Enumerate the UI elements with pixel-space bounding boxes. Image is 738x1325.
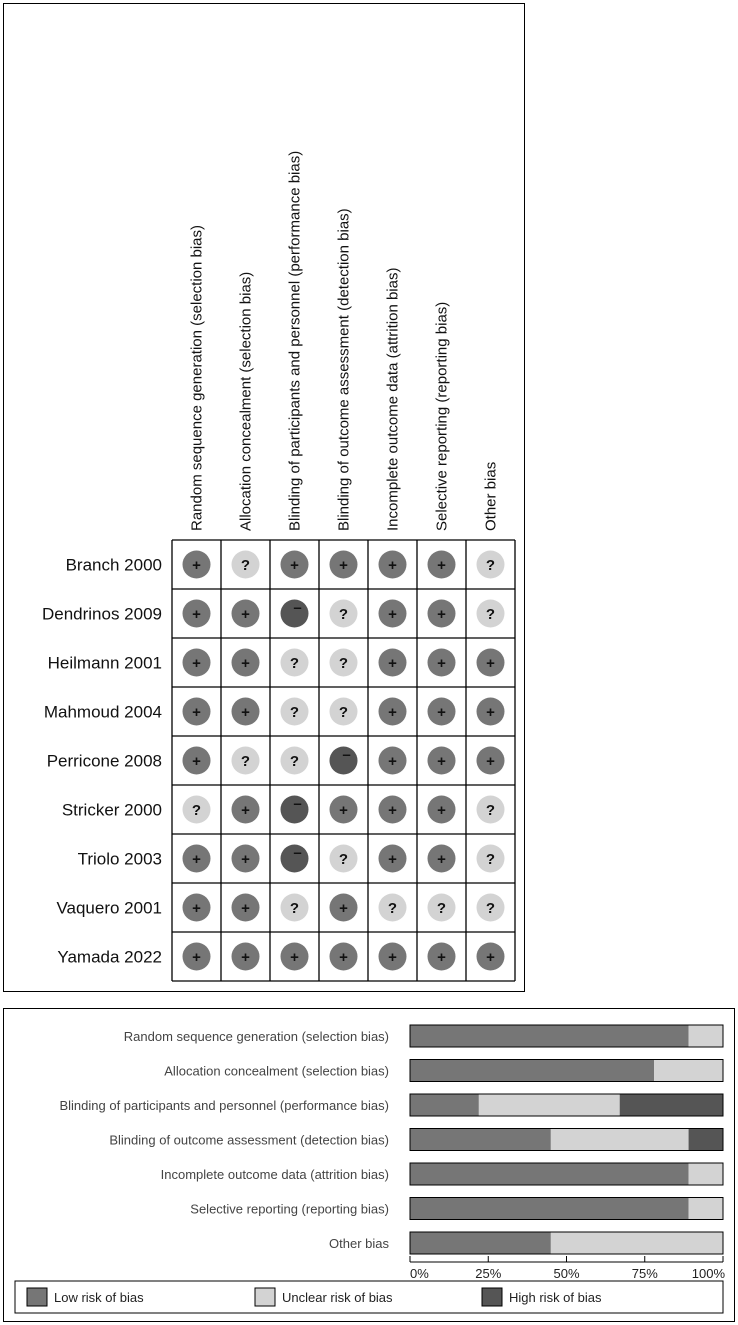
legend-entry: High risk of bias [509, 1290, 602, 1305]
bar-segment-low [410, 1094, 479, 1116]
domain-header: Selective reporting (reporting bias) [433, 301, 451, 531]
bar-segment-low [410, 1129, 551, 1151]
judgement-symbol: + [437, 655, 446, 672]
bar-segment-unclear [551, 1232, 723, 1254]
judgement-symbol: ? [485, 900, 496, 917]
judgement-symbol: + [437, 802, 446, 819]
x-tick-label: 25% [475, 1266, 502, 1281]
bar-segment-unclear [689, 1198, 723, 1220]
judgement-symbol: + [388, 557, 397, 574]
judgement-symbol: + [339, 557, 348, 574]
judgement-symbol: + [241, 900, 250, 917]
study-label: Stricker 2000 [61, 800, 162, 820]
judgement-symbol: + [388, 851, 397, 868]
judgement-symbol: + [192, 557, 201, 574]
bar-segment-unclear [551, 1129, 689, 1151]
bar-category-label: Incomplete outcome data (attrition bias) [160, 1167, 389, 1182]
judgement-symbol: ? [485, 802, 496, 819]
judgement-symbol: ? [240, 557, 251, 574]
bar-segment-low [410, 1060, 654, 1082]
bar-segment-unclear [654, 1060, 723, 1082]
judgement-symbol: ? [436, 900, 447, 917]
judgement-symbol: ? [338, 851, 349, 868]
bar-category-label: Blinding of outcome assessment (detection bias) [109, 1132, 389, 1148]
judgement-symbol: + [437, 704, 446, 721]
judgement-symbol: + [437, 753, 446, 770]
judgement-symbol: + [486, 753, 495, 770]
study-label: Perricone 2008 [46, 751, 162, 771]
judgement-symbol: + [241, 655, 250, 672]
judgement-symbol: + [241, 851, 250, 868]
domain-header: Random sequence generation (selection bias) [188, 224, 206, 531]
study-label: Triolo 2003 [77, 849, 162, 869]
judgement-symbol: ? [485, 557, 496, 574]
judgement-symbol: ? [338, 704, 349, 721]
bar-segment-unclear [479, 1094, 620, 1116]
study-label: Yamada 2022 [57, 947, 162, 967]
bar-segment-unclear [689, 1025, 723, 1047]
x-tick-label: 50% [553, 1266, 580, 1281]
judgement-symbol: + [437, 851, 446, 868]
judgement-symbol: – [293, 795, 302, 813]
study-label: Heilmann 2001 [47, 653, 162, 673]
bar-segment-low [410, 1163, 689, 1185]
bar-category-label: Blinding of participants and personnel (performance bias) [59, 1098, 389, 1113]
domain-header: Incomplete outcome data (attrition bias) [384, 267, 402, 531]
legend-swatch [482, 1288, 502, 1306]
judgement-symbol: + [388, 606, 397, 623]
judgement-symbol: + [241, 949, 250, 966]
judgement-symbol: ? [240, 753, 251, 770]
judgement-symbol: ? [387, 900, 398, 917]
legend-swatch [255, 1288, 275, 1306]
legend-entry: Low risk of bias [54, 1290, 144, 1305]
x-tick-label: 0% [410, 1266, 429, 1281]
judgement-symbol: + [437, 606, 446, 623]
summary-bar-graph [59, 1025, 725, 1281]
judgement-symbol: + [192, 753, 201, 770]
summary-table [42, 151, 515, 981]
bar-segment-low [410, 1025, 689, 1047]
judgement-symbol: – [342, 746, 351, 764]
judgement-symbol: + [192, 606, 201, 623]
judgement-symbol: ? [289, 704, 300, 721]
judgement-symbol: + [388, 802, 397, 819]
judgement-symbol: + [241, 802, 250, 819]
bar-segment-unclear [689, 1163, 723, 1185]
legend-entry: Unclear risk of bias [282, 1290, 393, 1305]
judgement-symbol: + [192, 900, 201, 917]
legend [15, 1281, 723, 1313]
bar-segment-high [620, 1094, 723, 1116]
bar-segment-high [689, 1129, 723, 1151]
x-tick-label: 75% [631, 1266, 658, 1281]
bar-segment-low [410, 1198, 689, 1220]
judgement-symbol: – [293, 844, 302, 862]
judgement-symbol: ? [191, 802, 202, 819]
judgement-symbol: + [339, 900, 348, 917]
judgement-symbol: + [388, 949, 397, 966]
judgement-symbol: + [192, 655, 201, 672]
x-tick-label: 100% [691, 1266, 725, 1281]
judgement-symbol: – [293, 599, 302, 617]
judgement-symbol: + [486, 655, 495, 672]
judgement-symbol: ? [289, 753, 300, 770]
judgement-symbol: + [192, 704, 201, 721]
judgement-symbol: ? [289, 655, 300, 672]
judgement-symbol: + [192, 949, 201, 966]
judgement-symbol: ? [485, 851, 496, 868]
judgement-symbol: + [388, 753, 397, 770]
judgement-symbol: + [290, 557, 299, 574]
bar-segment-low [410, 1232, 551, 1254]
judgement-symbol: + [241, 606, 250, 623]
judgement-symbol: + [388, 655, 397, 672]
judgement-symbol: + [486, 949, 495, 966]
bar-category-label: Allocation concealment (selection bias) [164, 1063, 389, 1079]
bar-category-label: Selective reporting (reporting bias) [190, 1201, 389, 1217]
domain-header: Blinding of outcome assessment (detection bias) [335, 208, 353, 531]
study-label: Dendrinos 2009 [41, 604, 162, 624]
judgement-symbol: + [339, 802, 348, 819]
judgement-symbol: + [486, 704, 495, 721]
judgement-symbol: + [290, 949, 299, 966]
domain-header: Other bias [482, 461, 500, 531]
legend-swatch [27, 1288, 47, 1306]
study-label: Branch 2000 [65, 555, 162, 575]
judgement-symbol: + [388, 704, 397, 721]
judgement-symbol: ? [485, 606, 496, 623]
judgement-symbol: + [241, 704, 250, 721]
judgement-symbol: + [192, 851, 201, 868]
bar-category-label: Random sequence generation (selection bias) [123, 1029, 389, 1044]
domain-header: Allocation concealment (selection bias) [237, 271, 255, 531]
judgement-symbol: + [437, 949, 446, 966]
judgement-symbol: ? [338, 655, 349, 672]
judgement-symbol: + [339, 949, 348, 966]
judgement-symbol: ? [289, 900, 300, 917]
domain-header: Blinding of participants and personnel (performance bias) [286, 150, 304, 531]
judgement-symbol: + [437, 557, 446, 574]
bar-category-label: Other bias [329, 1236, 389, 1251]
study-label: Vaquero 2001 [56, 898, 162, 918]
judgement-symbol: ? [338, 606, 349, 623]
study-label: Mahmoud 2004 [43, 702, 162, 722]
